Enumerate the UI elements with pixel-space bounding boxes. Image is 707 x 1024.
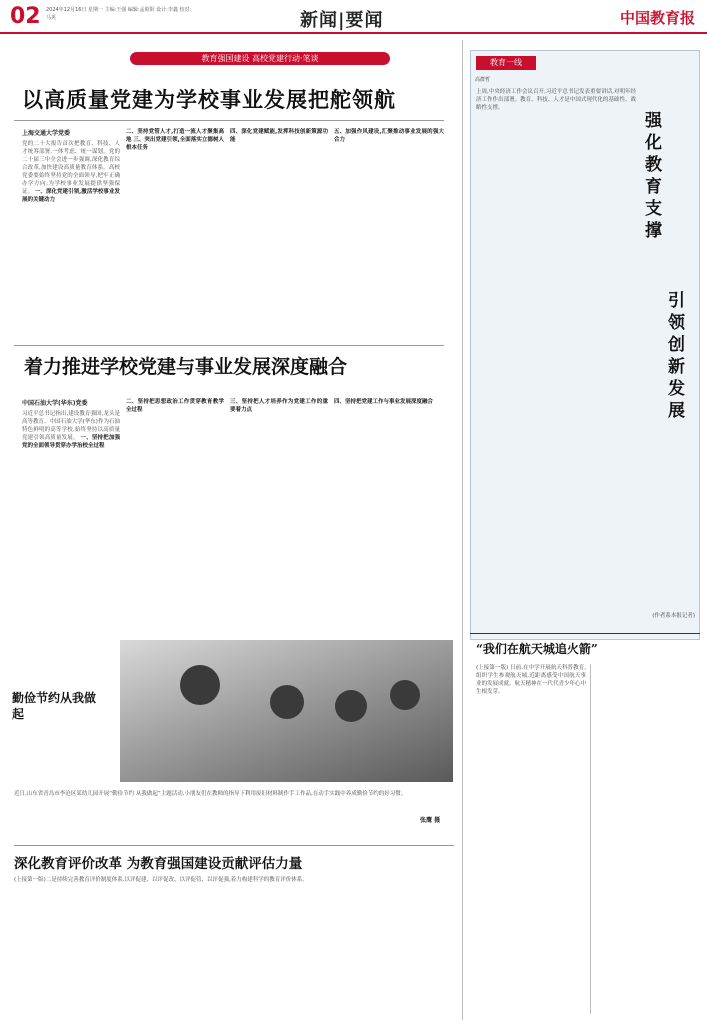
divider <box>14 345 444 346</box>
section-title: 新闻|要闻 <box>300 10 384 31</box>
article2-body: 习近平总书记指出,建设教育强国,龙头是高等教育。中国石油大学(华东)作为石油特色鲜明的高等学校,始终坚持以高质量党建引领高质量发展。 <box>22 411 120 441</box>
commentary-headline-1[interactable]: 强化教育支撑 <box>645 111 662 241</box>
article1-column-3 <box>230 128 328 340</box>
article1-subhead-3: 三、突出党建引领,全面落实立德树人根本任务 <box>126 137 224 151</box>
article2-column-3 <box>230 398 328 630</box>
commentary-text: 上周,中央经济工作会议召开,习近平总书记发表重要讲话,对明年经济工作作出部署。教育、科技、人才是中国式现代化的基础性、战略性支撑。 <box>476 89 636 111</box>
article1-subhead-2: 二、坚持党管人才,打造一流人才聚集高地 <box>126 129 224 143</box>
commentary-tag: 教育一线 <box>476 56 536 70</box>
child-figure <box>335 690 367 722</box>
divider <box>470 633 700 634</box>
article2-column-1 <box>22 410 120 630</box>
article1-subhead-1: 一、深化党建引领,激活学校事业发展的关键动力 <box>22 189 120 203</box>
article1-column-1 <box>22 140 120 340</box>
divider <box>14 845 454 846</box>
feature-intro: (上接第一版) <box>476 665 509 671</box>
article2-subhead-2: 二、坚持把思想政治工作贯穿教育教学全过程 <box>126 399 224 413</box>
article3-headline[interactable]: 深化教育评价改革 为教育强国建设贡献评估力量 <box>14 856 303 872</box>
teacher-figure <box>180 665 220 705</box>
article2-headline[interactable]: 着力推进学校党建与事业发展深度融合 <box>24 356 348 378</box>
article2-column-4 <box>334 398 444 630</box>
commentary-author: 高群哲 <box>475 77 491 83</box>
column-tag: 教育强国建设 高校党建行动·笔谈 <box>130 52 390 65</box>
article2-subhead-3: 三、坚持把人才培养作为党建工作的重要着力点 <box>230 399 328 413</box>
issue-meta: 2024年12月16日 星期一 主编:王强 编辑:孟昭阳 设计:李鑫 校对:马英 <box>46 7 192 21</box>
photo-credit: 张鹰 摄 <box>420 817 441 824</box>
article1-headline[interactable]: 以高质量党建为学校事业发展把舵领航 <box>22 88 396 112</box>
photo-story-headline[interactable]: 勤俭节约从我做起 <box>12 691 97 721</box>
article2-byline: 中国石油大学(华东)党委 <box>22 400 88 407</box>
commentary-headline-2[interactable]: 引领创新发展 <box>668 291 685 421</box>
commentary-body <box>476 88 636 608</box>
child-figure <box>390 680 420 710</box>
column-divider <box>590 664 591 1014</box>
masthead <box>0 0 707 34</box>
newspaper-logo: 中国教育报 <box>619 9 695 27</box>
article1-column-2 <box>126 128 224 340</box>
article1-body: 党的二十大报告首次把教育、科技、人才统筹部署,一体考虑、统一谋划。党的二十届三中全会进一步强调,深化教育综合改革,加快建设高质量教育体系。高校党委要始终坚持党的全面领导,把牢正确办学方向,为学校事业发展提供坚强保证。 <box>22 141 120 195</box>
child-figure <box>270 685 304 719</box>
article1-column-4 <box>334 128 444 340</box>
feature-column-2 <box>594 664 699 1014</box>
article1-byline: 上海交通大学党委 <box>22 130 71 137</box>
feature-column-1 <box>476 664 586 1014</box>
article1-subhead-5: 五、加强作风建设,汇聚推动事业发展的强大合力 <box>334 129 444 143</box>
feature-headline[interactable]: “我们在航天城追火箭” <box>476 642 598 656</box>
page-number: 02 <box>10 4 41 29</box>
kindergarten-photo[interactable] <box>120 640 453 782</box>
article2-column-2 <box>126 398 224 630</box>
article2-subhead-1: 一、坚持把加强党的全面领导贯穿办学治校全过程 <box>22 435 120 449</box>
feature-body: 日前,在中学开展航天科普教育,组织学生参观航天城,近距离感受中国航天事业的发展成就。航天精神在一代代青少年心中生根发芽。 <box>476 665 586 695</box>
divider <box>14 120 444 121</box>
photo-caption: 近日,山东省青岛市李沧区某幼儿园开展“勤俭节约 从我做起”主题活动,小朋友们在教师的指导下利用废旧材料制作手工作品,在动手实践中养成勤俭节约的好习惯。 <box>14 791 407 797</box>
column-divider <box>462 40 463 1020</box>
article3-body: (上接第一版)二是持续完善教育评价制度体系,以评促建、以评促改、以评促管、以评促强,着力构建科学的教育评价体系。 <box>14 877 308 883</box>
commentary-footer: (作者系本报记者) <box>652 613 695 619</box>
article2-subhead-4: 四、坚持把党建工作与事业发展深度融合 <box>334 399 434 405</box>
article1-subhead-4: 四、深化党建赋能,发挥科技创新策源功能 <box>230 129 328 143</box>
